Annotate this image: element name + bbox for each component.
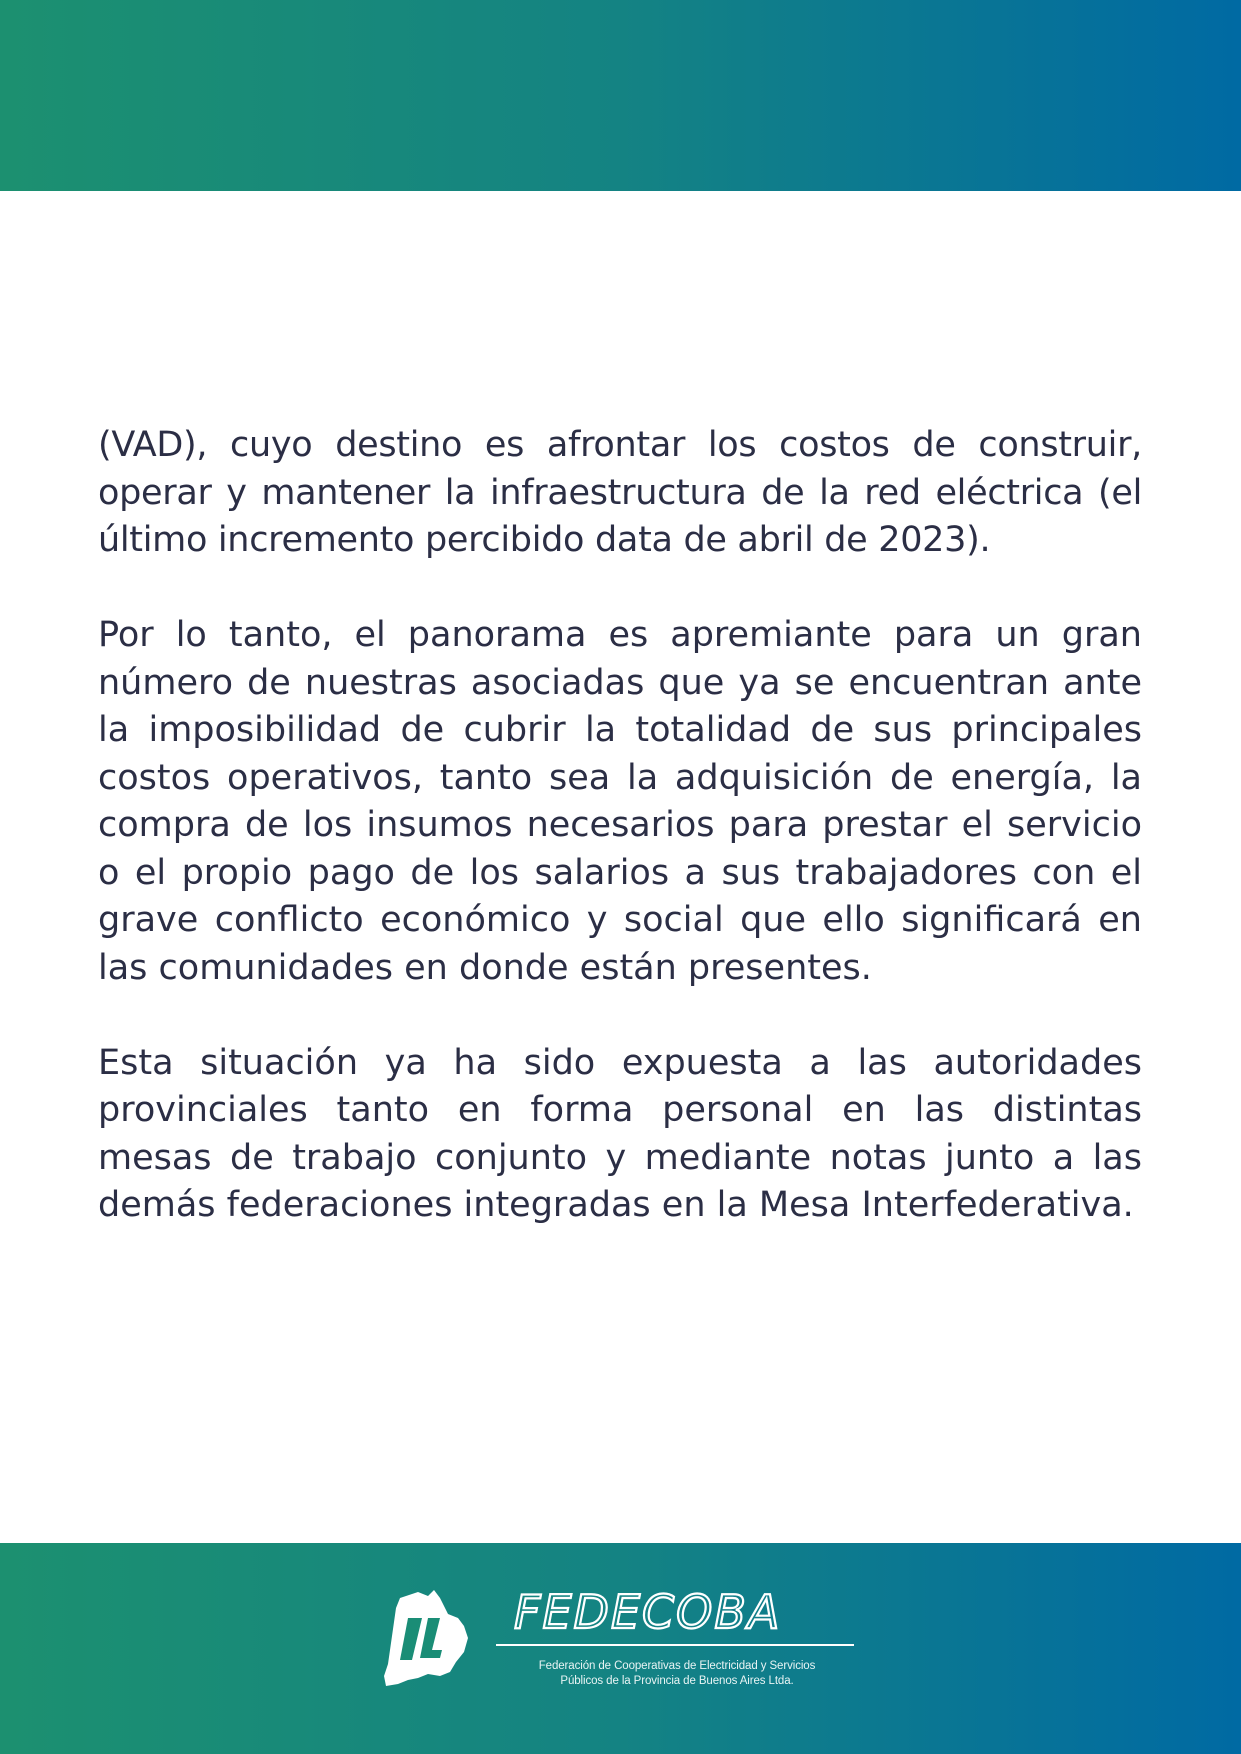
paragraph-panorama: Por lo tanto, el panorama es apremiante para un gran número de nuestras asociadas que ya se encuentran ante la imposibilidad de cubrir la totalidad de sus principales costos operativos, tanto sea la adquisición de energía, la compra de los insumos necesarios para prestar el servicio o el propio pago de los salarios a sus trabajadores con el grave conflicto económico y social que ello significará en las comunidades en donde están presentes. (98, 615, 1142, 988)
fedecoba-wordmark (496, 1588, 856, 1638)
logo-subtitle-line2: Públicos de la Provincia de Buenos Aires Ltda. (560, 1675, 794, 1687)
fedecoba-logo (378, 1588, 868, 1688)
logo-rule (496, 1644, 854, 1646)
logo-name: FEDECOBA (514, 1588, 782, 1638)
body-text (98, 422, 1142, 1230)
paragraph-vad: (VAD), cuyo destino es afrontar los costos de construir, operar y mantener la infraestructura de la red eléctrica (el último incremento percibido data de abril de 2023). (98, 425, 1142, 560)
province-map-icon (378, 1588, 470, 1686)
logo-subtitle-line1: Federación de Cooperativas de Electricidad y Servicios (538, 1660, 816, 1672)
paragraph-situacion: Esta situación ya ha sido expuesta a las autoridades provinciales tanto en forma personal en las distintas mesas de trabajo conjunto y mediante notas junto a las demás federaciones integradas en la Mesa Interfederativa. (98, 1042, 1142, 1225)
header-band (0, 0, 1241, 191)
logo-subtitle (496, 1659, 858, 1689)
